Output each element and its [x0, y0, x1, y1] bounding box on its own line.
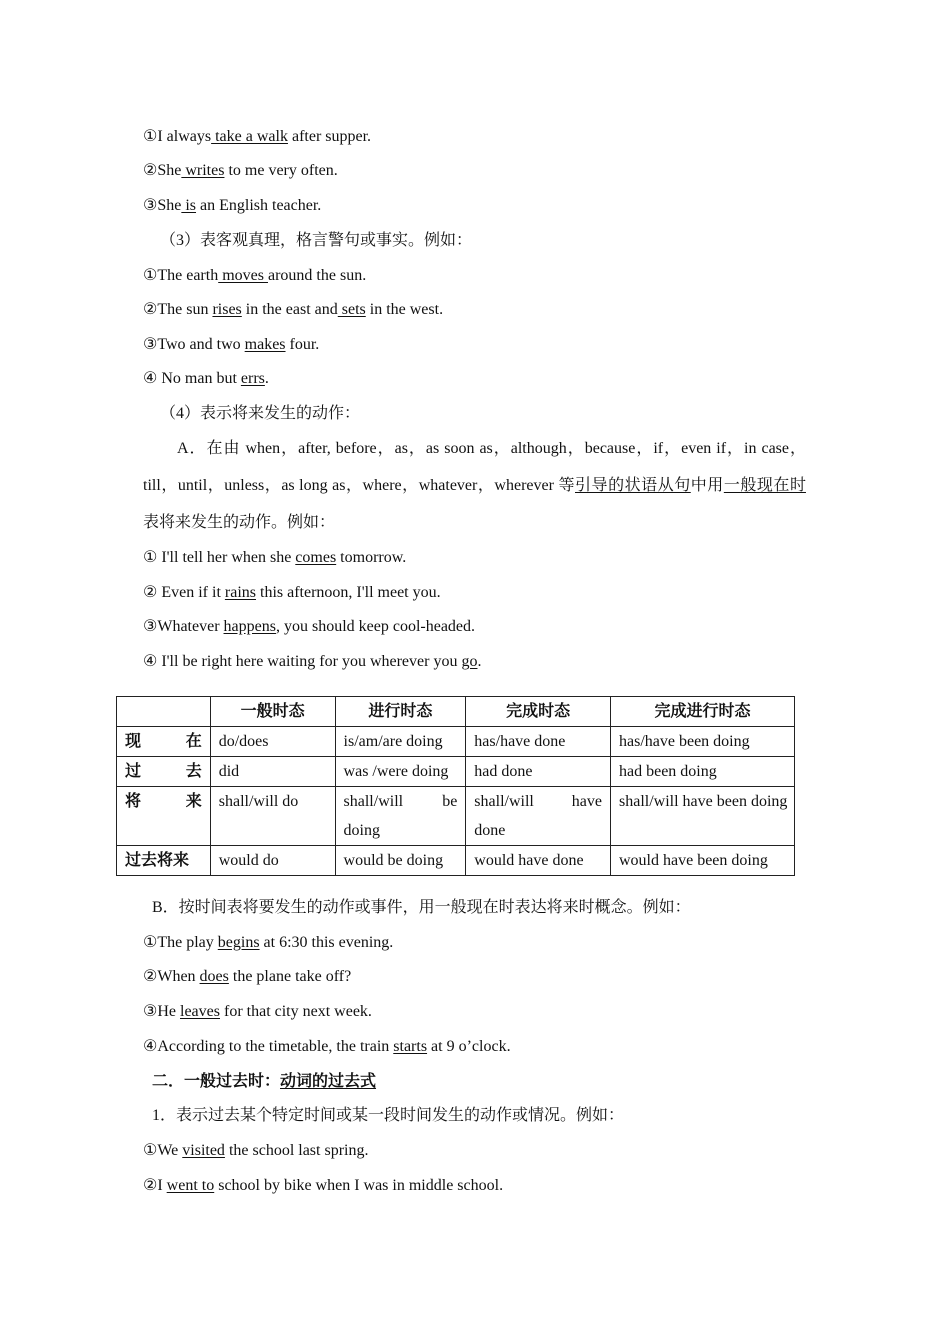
paragraph-a	[143, 430, 806, 541]
text-segment: this afternoon, I'll meet you.	[256, 584, 441, 601]
text-segment: school by bike when I was in middle school.	[214, 1177, 504, 1194]
table-header: 完成进行时态	[611, 697, 795, 727]
table-cell: did	[210, 757, 335, 787]
example-line	[143, 995, 372, 1029]
table-row	[117, 757, 795, 787]
text-segment: ①The play	[143, 934, 218, 951]
example-line	[143, 1169, 503, 1203]
text-segment: at 9 o’clock.	[427, 1038, 511, 1055]
text-segment: ②I	[143, 1177, 167, 1194]
table-cell: had done	[466, 757, 611, 787]
text-segment: 二．一般过去时：	[152, 1073, 281, 1090]
underlined-text: errs	[240, 370, 265, 387]
text-segment: （3）表客观真理，格言警句或事实。例如：	[160, 232, 473, 249]
table-cell: would have been doing	[611, 846, 795, 876]
row-header: 过去将来	[117, 846, 211, 876]
underlined-text: moves	[218, 267, 268, 284]
table-cell: would do	[210, 846, 335, 876]
example-line	[143, 960, 351, 994]
text-segment: four.	[285, 336, 320, 353]
table-cell: would be doing	[335, 846, 466, 876]
text-segment: （4）表示将来发生的动作：	[160, 405, 361, 422]
text-segment: , you should keep cool-headed.	[275, 618, 476, 635]
example-line	[143, 189, 321, 223]
text-segment: in the east and	[241, 301, 338, 318]
underlined-text: 动词的过去式	[280, 1073, 377, 1090]
text-segment: around the sun.	[267, 267, 367, 284]
underlined-text: visited	[182, 1142, 225, 1159]
table-cell: do/does	[210, 727, 335, 757]
table-cell: has/have been doing	[611, 727, 795, 757]
text-segment: ①We	[143, 1142, 183, 1159]
text-segment: ① I'll tell her when she	[143, 549, 296, 566]
text-segment: ③Two and two	[143, 336, 245, 353]
row-header: 将来	[117, 787, 211, 846]
text-segment: after supper.	[287, 128, 372, 145]
example-line	[143, 541, 406, 575]
underlined-text: rains	[224, 584, 256, 601]
example-line	[143, 293, 443, 327]
text-segment: ③She	[143, 197, 182, 214]
text-segment: 1．表示过去某个特定时间或某一段时间发生的动作或情况。例如：	[152, 1107, 625, 1124]
text-segment: the plane take off?	[228, 968, 352, 985]
table-header: 一般时态	[210, 697, 335, 727]
text-segment: 表将来发生的动作。例如：	[143, 514, 336, 531]
section-heading	[152, 1099, 624, 1133]
table-cell: shall/will be doing	[335, 787, 466, 846]
row-header: 现在	[117, 727, 211, 757]
text-segment: B．按时间表将要发生的动作或事件，用一般现在时表达将来时概念。例如：	[152, 899, 691, 916]
example-line	[143, 610, 475, 644]
table-header-row	[117, 697, 795, 727]
section-heading	[160, 224, 472, 258]
underlined-text: starts	[393, 1038, 428, 1055]
underlined-text: writes	[181, 162, 225, 179]
text-segment: ④ No man but	[143, 370, 241, 387]
section-heading	[160, 397, 360, 431]
table-header: 完成时态	[466, 697, 611, 727]
text-segment: ④ I'll be right here waiting for you wherever you	[143, 653, 462, 670]
text-segment: A．在由 when，after, before，as，as soon as，although，because，if，even if，in case，till，until，unless，as long as，where，whatever，wherever 等	[143, 440, 806, 494]
text-segment: 中用	[690, 477, 724, 494]
text-segment: ②She	[143, 162, 182, 179]
table-row	[117, 846, 795, 876]
text-segment: ①I always	[143, 128, 212, 145]
tense-table	[116, 696, 795, 876]
text-segment: the school last spring.	[224, 1142, 369, 1159]
underlined-text: begins	[217, 934, 260, 951]
example-line	[143, 576, 441, 610]
table-cell: would have done	[466, 846, 611, 876]
underlined-text: sets	[337, 301, 366, 318]
text-segment: ② Even if it	[143, 584, 225, 601]
table-cell: shall/will have been doing	[611, 787, 795, 846]
table-cell: had been doing	[611, 757, 795, 787]
text-segment: to me very often.	[224, 162, 338, 179]
example-line	[143, 1030, 511, 1064]
example-line	[143, 328, 319, 362]
text-segment: in the west.	[365, 301, 444, 318]
text-segment: an English teacher.	[196, 197, 322, 214]
text-segment: tomorrow.	[336, 549, 407, 566]
example-line	[143, 645, 481, 679]
text-segment: ③He	[143, 1003, 180, 1020]
row-header: 过去	[117, 757, 211, 787]
text-segment: for that city next week.	[219, 1003, 372, 1020]
example-line	[143, 926, 393, 960]
table-cell: is/am/are doing	[335, 727, 466, 757]
underlined-text: went to	[166, 1177, 215, 1194]
example-line	[143, 120, 371, 154]
text-segment: .	[264, 370, 269, 387]
underlined-text: makes	[244, 336, 286, 353]
example-line	[143, 259, 366, 293]
example-line	[143, 154, 338, 188]
table-header	[117, 697, 211, 727]
section-heading	[152, 891, 691, 925]
underlined-text: go	[461, 653, 478, 670]
table-cell: was /were doing	[335, 757, 466, 787]
text-segment: ①The earth	[143, 267, 219, 284]
underlined-text: is	[181, 197, 197, 214]
text-segment: ③Whatever	[143, 618, 224, 635]
text-segment: at 6:30 this evening.	[259, 934, 394, 951]
underlined-text: take a walk	[211, 128, 288, 145]
underlined-text: 引导的状语从句	[575, 477, 691, 494]
text-segment: ④According to the timetable, the train	[143, 1038, 394, 1055]
table-row	[117, 787, 795, 846]
table-cell: shall/will do	[210, 787, 335, 846]
underlined-text: does	[199, 968, 229, 985]
text-segment: .	[477, 653, 482, 670]
underlined-text: rises	[212, 301, 242, 318]
table-row	[117, 727, 795, 757]
table-header: 进行时态	[335, 697, 466, 727]
underlined-text: comes	[295, 549, 337, 566]
example-line	[143, 1134, 368, 1168]
table-cell: shall/will have done	[466, 787, 611, 846]
underlined-text: 一般现在时	[723, 477, 806, 494]
text-segment: ②The sun	[143, 301, 213, 318]
table-cell: has/have done	[466, 727, 611, 757]
text-segment: ②When	[143, 968, 200, 985]
underlined-text: leaves	[180, 1003, 220, 1020]
section-title	[152, 1065, 376, 1099]
underlined-text: happens	[223, 618, 276, 635]
example-line	[143, 362, 269, 396]
